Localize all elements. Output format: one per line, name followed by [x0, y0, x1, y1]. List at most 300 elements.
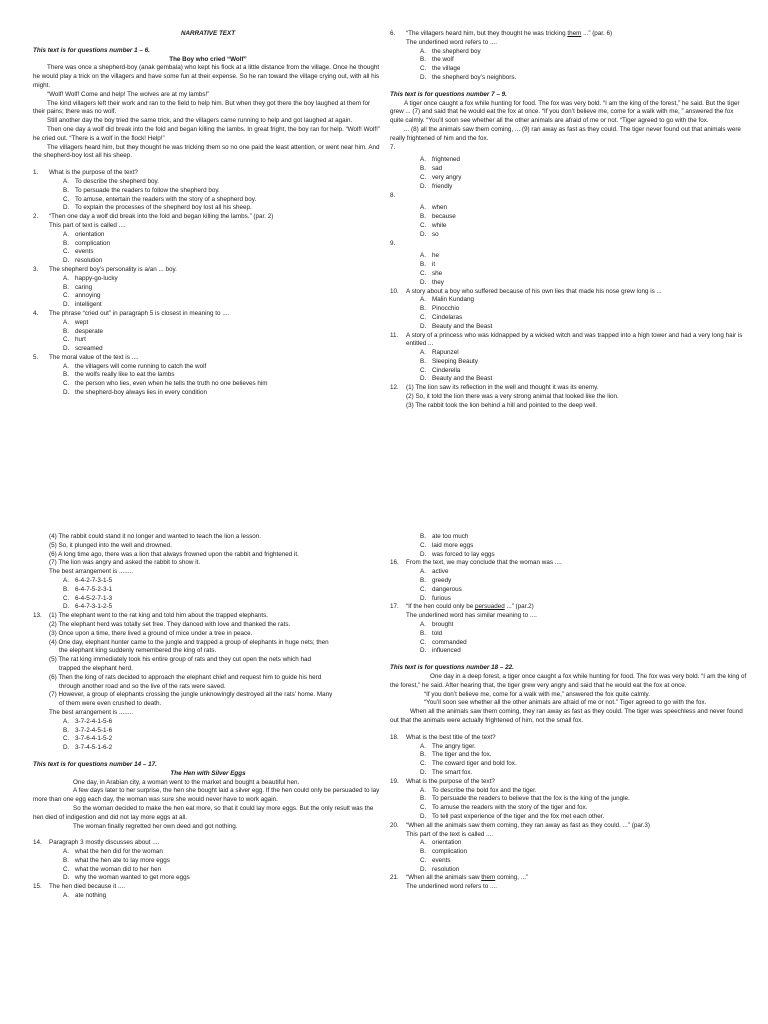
story-paragraph: A tiger once caught a fox while hunting for food. The fox was very bold. “I am the king of the forest,” he said. But the tiger grew ... (7) and said that he would eat the fox at once. “If you don’t believe me, come for a walk with me, ” answered the fox quite calmly. “You’ll soon see whether all the other animals are afraid of me or not. “Tiger agreed to go with the fox. — [390, 99, 740, 125]
question-subtext: This part of text is called .... — [49, 221, 126, 229]
option-text: active — [432, 568, 449, 576]
story-paragraph: The villagers heard him, but they thought he was tricking them so no one paid the least attention, or went near him. And the shepherd-boy lost all his sheep. — [33, 143, 380, 160]
option-text: hurt — [75, 336, 86, 344]
answer-option — [420, 74, 748, 83]
option-text: complication — [432, 848, 467, 856]
sentence-line: (5) The rat king immediately took his entire group of rats and they cut open the nets which had — [49, 656, 312, 664]
questions-1-5 — [33, 169, 383, 398]
option-letter: B. — [63, 585, 69, 593]
answer-option — [420, 323, 748, 332]
answer-option — [420, 314, 748, 323]
column-top-right — [390, 30, 748, 411]
answer-option — [420, 787, 748, 796]
option-text: very angry — [432, 173, 462, 181]
option-text: desperate — [75, 327, 104, 335]
answer-option — [420, 165, 748, 174]
answer-option — [420, 848, 748, 857]
option-letter: C. — [420, 638, 427, 646]
story-paragraph: “Wolf! Wolf! Come and help! The wolves are at my lambs!” — [47, 90, 210, 98]
option-letter: C. — [63, 594, 70, 602]
option-letter: B. — [420, 165, 426, 173]
answer-option — [420, 261, 748, 270]
question-text — [49, 883, 383, 892]
question-text-part: ...” (par.2) — [504, 603, 534, 611]
answer-option — [63, 371, 383, 380]
question-subtext: This part of the text is called .... — [406, 830, 494, 838]
option-text: the wolfs really like to eat the lambs — [75, 371, 175, 379]
option-letter: A. — [420, 620, 426, 628]
question-text — [49, 213, 383, 231]
option-text: influenced — [432, 647, 461, 655]
question-options — [420, 296, 748, 331]
question-number: 19. — [390, 777, 399, 785]
answer-option — [420, 839, 748, 848]
option-text: resolution — [432, 865, 460, 873]
question-number: 6. — [390, 30, 396, 37]
option-letter: C. — [63, 195, 70, 203]
sentence-line: (7) The lion was angry and asked the rabbit to show it. — [49, 559, 201, 567]
option-letter: B. — [63, 239, 69, 247]
question-number: 21. — [390, 874, 399, 882]
story-paragraph: There was once a shepherd-boy (anak gembala) who kept his flock at a little distance from the village. Once he thought he would play a trick on the villagers and have some fun at their expense. So he ran toward the village crying out, with all his might. — [33, 64, 380, 89]
question-text — [49, 612, 383, 709]
option-letter: B. — [63, 726, 69, 734]
question-17 — [390, 603, 748, 621]
question-number: 17. — [390, 603, 399, 611]
question-text — [406, 822, 748, 840]
story-paragraph: Still another day the boy tried the same trick, and the villagers came running to help and got laughed at again. — [47, 117, 353, 125]
option-text: he — [432, 252, 440, 260]
question-13 — [33, 612, 383, 709]
question-text — [49, 266, 383, 275]
answer-option — [63, 257, 383, 266]
sentence-line: (1) The elephant went to the rat king and told him about the trapped elephants. — [49, 612, 269, 620]
option-letter: A. — [420, 349, 426, 357]
answer-option — [63, 874, 383, 883]
question-subtext: The underlined word refers to .... — [406, 883, 498, 891]
question-text-part: The shepherd boy’s personality is a/an ... boy. — [49, 265, 177, 273]
option-letter: B. — [420, 629, 426, 637]
question-6 — [390, 30, 748, 48]
question-text-part: “If the hen could only be — [406, 603, 475, 611]
question-number: 12. — [390, 384, 399, 392]
question-text-part: What is the best title of the text? — [406, 733, 496, 741]
question-item — [390, 559, 748, 568]
sentence-line: (6) Then the king of rats decided to approach the elephant chief and request him to guide his herd — [49, 673, 322, 681]
option-letter: A. — [420, 156, 426, 164]
answer-option — [420, 296, 748, 305]
option-text: sad — [432, 165, 443, 173]
answer-option — [63, 336, 383, 345]
option-text: To describe the bold fox and the tiger. — [432, 786, 537, 794]
option-letter: A. — [420, 742, 426, 750]
option-letter: D. — [420, 812, 427, 820]
answer-option — [420, 586, 748, 595]
option-letter: A. — [420, 252, 426, 260]
sentence-line: (2) So, it told the lion there was a very strong animal that looked like the lion. — [406, 393, 619, 401]
story-paragraph: A few days later to her surprise, the hen she bought laid a silver egg. If the hen could only be persuaded to lay more than one egg each day, the woman was sure she would never have to work again. — [33, 787, 380, 804]
option-letter: B. — [420, 213, 426, 221]
option-text: The angry tiger. — [432, 742, 476, 750]
option-letter: C. — [420, 313, 427, 321]
question-options — [420, 252, 748, 287]
question-number: 14. — [33, 839, 42, 847]
question-text — [406, 778, 748, 787]
answer-option — [420, 222, 748, 231]
question-text-part: “When all the animals saw — [406, 874, 482, 882]
question-number: 13. — [33, 612, 42, 620]
answer-option — [63, 240, 383, 249]
option-letter: B. — [63, 856, 69, 864]
option-text: To describe the shepherd boy. — [75, 177, 159, 185]
question-number: 4. — [33, 309, 39, 317]
option-text: ate nothing — [75, 892, 107, 900]
question-options — [420, 839, 748, 874]
sentence-line: the elephant king suddenly remembered the king of rats. — [59, 647, 217, 655]
question-number: 18. — [390, 733, 399, 741]
sentence-line: (4) One day, elephant hunter came to the jungle and trapped a group of elephants in huge nets; then — [49, 638, 329, 646]
option-letter: B. — [420, 795, 426, 803]
option-text: 6-4-2-7-3-1-5 — [75, 576, 113, 584]
option-text: Beauty and the Beast — [432, 322, 493, 330]
option-text: what the woman did to her hen — [75, 865, 162, 873]
question-12 — [390, 384, 748, 410]
option-text: greedy — [432, 576, 452, 584]
question-options — [420, 204, 748, 239]
column-bottom-right — [390, 533, 748, 892]
section-heading-3: This text is for questions number 14 – 17. — [33, 760, 157, 768]
sentence-line: (1) The lion saw its reflection in the well and thought it was its enemy. — [406, 384, 599, 392]
option-letter: C. — [420, 366, 427, 374]
question-text — [406, 30, 748, 48]
question-number: 10. — [390, 287, 399, 295]
option-letter: A. — [63, 230, 69, 238]
option-text: screamed — [75, 345, 103, 353]
option-letter: D. — [420, 278, 427, 286]
answer-option — [420, 568, 748, 577]
answer-option — [420, 156, 748, 165]
option-text: The coward tiger and bold fox. — [432, 760, 517, 768]
question-text — [406, 240, 748, 249]
answer-option — [420, 349, 748, 358]
option-text: when — [432, 204, 448, 212]
option-text: orientation — [432, 839, 462, 847]
option-letter: D. — [63, 603, 70, 611]
question-text-part: From the text, we may conclude that the woman was .... — [406, 559, 562, 567]
answer-option — [63, 727, 383, 736]
option-letter: D. — [420, 73, 427, 81]
options-15-continued — [420, 533, 748, 559]
answer-option — [63, 595, 383, 604]
answer-option — [420, 630, 748, 639]
option-text: frightened — [432, 156, 461, 164]
answer-option — [420, 542, 748, 551]
option-text: they — [432, 278, 444, 286]
questions-7-11 — [390, 144, 748, 385]
question-21 — [390, 874, 748, 892]
underlined-word: them — [481, 874, 496, 882]
option-letter: B. — [420, 261, 426, 269]
option-letter: A. — [420, 786, 426, 794]
option-letter: D. — [63, 257, 70, 265]
option-text: To persuade the readers to believe that the fox is the king of the jungle. — [432, 795, 630, 803]
option-text: 3-7-2-4-1-5-6 — [75, 717, 113, 725]
sentence-line: (5) So, it plunged into the well and drowned. — [49, 541, 172, 549]
question-item — [33, 839, 383, 848]
answer-option — [420, 751, 748, 760]
option-letter: A. — [63, 318, 69, 326]
answer-option — [63, 586, 383, 595]
story-paragraph: One day in a deep forest, a tiger once caught a fox while hunting for food. The fox was very bold. “I am the king of the forest,” he said. After hearing that, the tiger grew very angry and said that he would eat the fox at once. — [390, 672, 747, 689]
story-paragraph: Then one day a wolf did break into the fold and began killing the lambs. In great fright, the boy ran for help. “Wolf! Wolf!” he cried out. “There is a wolf in the flock! Help!” — [33, 125, 380, 142]
question-item — [390, 192, 748, 201]
options-13 — [63, 718, 383, 753]
answer-option — [420, 743, 748, 752]
option-letter: A. — [63, 717, 69, 725]
question-item — [33, 169, 383, 178]
question-options — [63, 363, 383, 398]
answer-option — [63, 577, 383, 586]
question-item — [33, 883, 383, 892]
answer-option — [63, 603, 383, 612]
question-text — [406, 288, 748, 297]
question-number: 3. — [33, 265, 39, 273]
answer-option — [63, 301, 383, 310]
question-text-part: A story of a princess who was kidnapped by a wicked witch and was trapped into a high tower and had a very long hair is entitled ... — [406, 331, 743, 348]
answer-option — [63, 196, 383, 205]
question-text — [49, 839, 383, 848]
question-text-part: Paragraph 3 mostly discusses about .... — [49, 839, 160, 847]
option-text: happy-go-lucky — [75, 274, 118, 282]
answer-option — [63, 718, 383, 727]
answer-option — [63, 284, 383, 293]
question-options — [420, 787, 748, 822]
answer-option — [63, 231, 383, 240]
option-text: To persuade the readers to follow the shepherd boy. — [75, 186, 220, 194]
option-letter: A. — [63, 576, 69, 584]
option-text: the shepherd boy’s neighbors. — [432, 73, 517, 81]
option-text: laid more eggs — [432, 541, 474, 549]
question-number: 1. — [33, 169, 39, 177]
option-letter: D. — [420, 230, 427, 238]
question-options — [63, 319, 383, 354]
option-text: annoying — [75, 292, 101, 300]
option-text: it — [432, 261, 436, 269]
option-text: complication — [75, 239, 110, 247]
question-item — [390, 144, 748, 153]
option-letter: D. — [420, 322, 427, 330]
option-letter: B. — [420, 305, 426, 313]
question-number: 5. — [33, 353, 39, 361]
option-letter: A. — [420, 568, 426, 576]
story-title-hen: The Hen with Silver Eggs — [170, 769, 246, 777]
question-text — [406, 144, 748, 153]
answer-option — [420, 577, 748, 586]
question-item — [33, 354, 383, 363]
answer-option — [420, 595, 748, 604]
story-paragraph: One day, in Arabian city, a woman went to the market and bought a beautiful hen. — [73, 778, 300, 786]
question-item — [390, 822, 748, 840]
question-text — [49, 310, 383, 319]
question-item — [390, 332, 748, 350]
question-16 — [390, 559, 748, 603]
answer-option — [420, 795, 748, 804]
option-text: the shepherd boy — [432, 47, 481, 55]
question-text-part: A story about a boy who suffered because of his own lies that made his nose grew long is ... — [406, 287, 662, 295]
column-bottom-left — [33, 533, 383, 901]
question-number: 2. — [33, 213, 39, 221]
option-letter: A. — [63, 892, 69, 900]
option-text: events — [432, 856, 451, 864]
option-letter: D. — [420, 768, 427, 776]
answer-option — [420, 65, 748, 74]
answer-option — [63, 178, 383, 187]
option-text: 3-7-6-4-1-5-2 — [75, 735, 113, 743]
sentence-line: (3) The rabbit took the lion behind a hill and pointed to the deep well. — [406, 401, 598, 409]
sentence-line: (3) Once upon a time, there lived a ground of mice under a tree in peace. — [49, 629, 253, 637]
section-heading-2: This text is for questions number 7 – 9. — [390, 90, 507, 98]
answer-option — [63, 328, 383, 337]
option-text: why the woman wanted to get more eggs — [75, 874, 190, 882]
answer-option — [63, 363, 383, 372]
option-text: friendly — [432, 182, 453, 190]
question-subtext: The underlined word refers to .... — [406, 38, 498, 46]
question-number: 9. — [390, 239, 396, 247]
answer-option — [420, 305, 748, 314]
question-subtext: The best arrangement is ........ — [49, 568, 133, 576]
question-options — [420, 743, 748, 778]
question-subtext: The underlined word has similar meaning to .... — [406, 612, 537, 620]
answer-option — [63, 345, 383, 354]
question-text-part: “Then one day a wolf did break into the fold and began killing the lambs.” (par. 2) — [49, 213, 274, 221]
answer-option — [63, 248, 383, 257]
question-text-part: coming, ...” — [495, 874, 529, 882]
answer-option — [63, 319, 383, 328]
answer-option — [420, 183, 748, 192]
option-text: intelligent — [75, 301, 102, 309]
option-text: Cindelaras — [432, 313, 463, 321]
question-options — [63, 892, 383, 901]
answer-option — [420, 813, 748, 822]
option-text: 6-4-5-2-7-1-3 — [75, 594, 113, 602]
option-letter: B. — [63, 283, 69, 291]
sentence-line: (7) However, a group of elephants crossing the jungle unknowingly destroyed all the rats’ home. Many — [49, 691, 333, 699]
option-letter: B. — [420, 533, 426, 540]
option-text: Pinocchio — [432, 305, 460, 313]
option-letter: B. — [420, 576, 426, 584]
answer-option — [63, 744, 383, 753]
question-number: 20. — [390, 821, 399, 829]
option-text: what the hen did for the woman — [75, 848, 163, 856]
option-text: The tiger and the fox. — [432, 751, 492, 759]
option-letter: B. — [63, 327, 69, 335]
option-text: orientation — [75, 230, 105, 238]
option-letter: A. — [63, 274, 69, 282]
question-number: 11. — [390, 331, 399, 339]
question-text-part: The hen died because it .... — [49, 883, 125, 891]
question-number: 7. — [390, 143, 396, 151]
question-number: 16. — [390, 559, 399, 567]
question-options — [63, 178, 383, 213]
option-letter: C. — [420, 760, 427, 768]
question-item — [390, 778, 748, 787]
question-text-part: The phrase “cried out” in paragraph 5 is closest in meaning to .... — [49, 309, 230, 317]
answer-option — [420, 367, 748, 376]
question-item — [33, 310, 383, 319]
question-options — [63, 848, 383, 883]
option-text: 3-7-2-4-5-1-6 — [75, 726, 113, 734]
question-number: 15. — [33, 883, 42, 891]
answer-option — [420, 48, 748, 57]
answer-option — [63, 857, 383, 866]
question-text-part: What is the purpose of the text? — [49, 169, 138, 177]
sentence-line: (2) The elephant herd was totally set free. They danced with love and thanked the rats. — [49, 620, 291, 628]
option-text: the wolf — [432, 56, 454, 64]
answer-option — [420, 279, 748, 288]
question-text-part: “When all the animals saw them coming, they ran away as fast as they could. ...” (par.3) — [406, 821, 650, 829]
underlined-word: them — [567, 30, 582, 37]
option-text: ate too much — [432, 533, 469, 540]
option-letter: B. — [420, 751, 426, 759]
option-letter: D. — [420, 865, 427, 873]
question-options — [420, 156, 748, 191]
answer-option — [63, 735, 383, 744]
question-options — [420, 568, 748, 603]
sentence-line: (6) A long time ago, there was a lion that always frowned upon the rabbit and frightened it. — [49, 550, 299, 558]
story-paragraph: The woman finally regretted her own deed and got nothing. — [73, 822, 238, 830]
story-paragraph: When all the animals saw them coming, they ran away as fast as they could. The tiger was speechless and never found out that the animals were actually frightened of him, not the small fox. — [390, 708, 743, 724]
option-letter: C. — [420, 269, 427, 277]
option-letter: A. — [420, 204, 426, 212]
question-text — [406, 559, 748, 568]
answer-option — [63, 848, 383, 857]
question-12-continued — [49, 533, 383, 577]
answer-option — [420, 639, 748, 648]
answer-option — [63, 380, 383, 389]
option-letter: C. — [63, 292, 70, 300]
answer-option — [63, 389, 383, 398]
answer-option — [420, 358, 748, 367]
answer-option — [420, 804, 748, 813]
option-text: because — [432, 213, 456, 221]
column-top-left — [33, 30, 383, 398]
options-12 — [63, 577, 383, 612]
option-letter: C. — [63, 865, 70, 873]
option-letter: C. — [420, 585, 427, 593]
question-options — [420, 349, 748, 384]
option-text: the villagers will come running to catch the wolf — [75, 362, 207, 370]
answer-option — [420, 213, 748, 222]
options-17 — [420, 621, 748, 656]
section-heading-4: This text is for questions number 18 – 22. — [390, 664, 514, 672]
question-options — [63, 275, 383, 310]
sentence-line: through another road and so the live of the rats were saved. — [59, 682, 226, 690]
option-letter: D. — [63, 204, 70, 212]
answer-option — [420, 551, 748, 560]
answer-option — [63, 866, 383, 875]
option-letter: D. — [63, 744, 70, 752]
option-letter: D. — [63, 389, 70, 397]
question-text-part: What is the purpose of the text? — [406, 777, 495, 785]
answer-option — [63, 292, 383, 301]
option-text: she — [432, 269, 443, 277]
option-text: the person who lies, even when he tells the truth no one believes him — [75, 380, 268, 388]
option-text: 3-7-4-5-1-6-2 — [75, 744, 113, 752]
option-letter: D. — [420, 182, 427, 190]
option-text: furious — [432, 594, 451, 602]
option-text: The smart fox. — [432, 768, 473, 776]
option-letter: C. — [420, 541, 427, 549]
